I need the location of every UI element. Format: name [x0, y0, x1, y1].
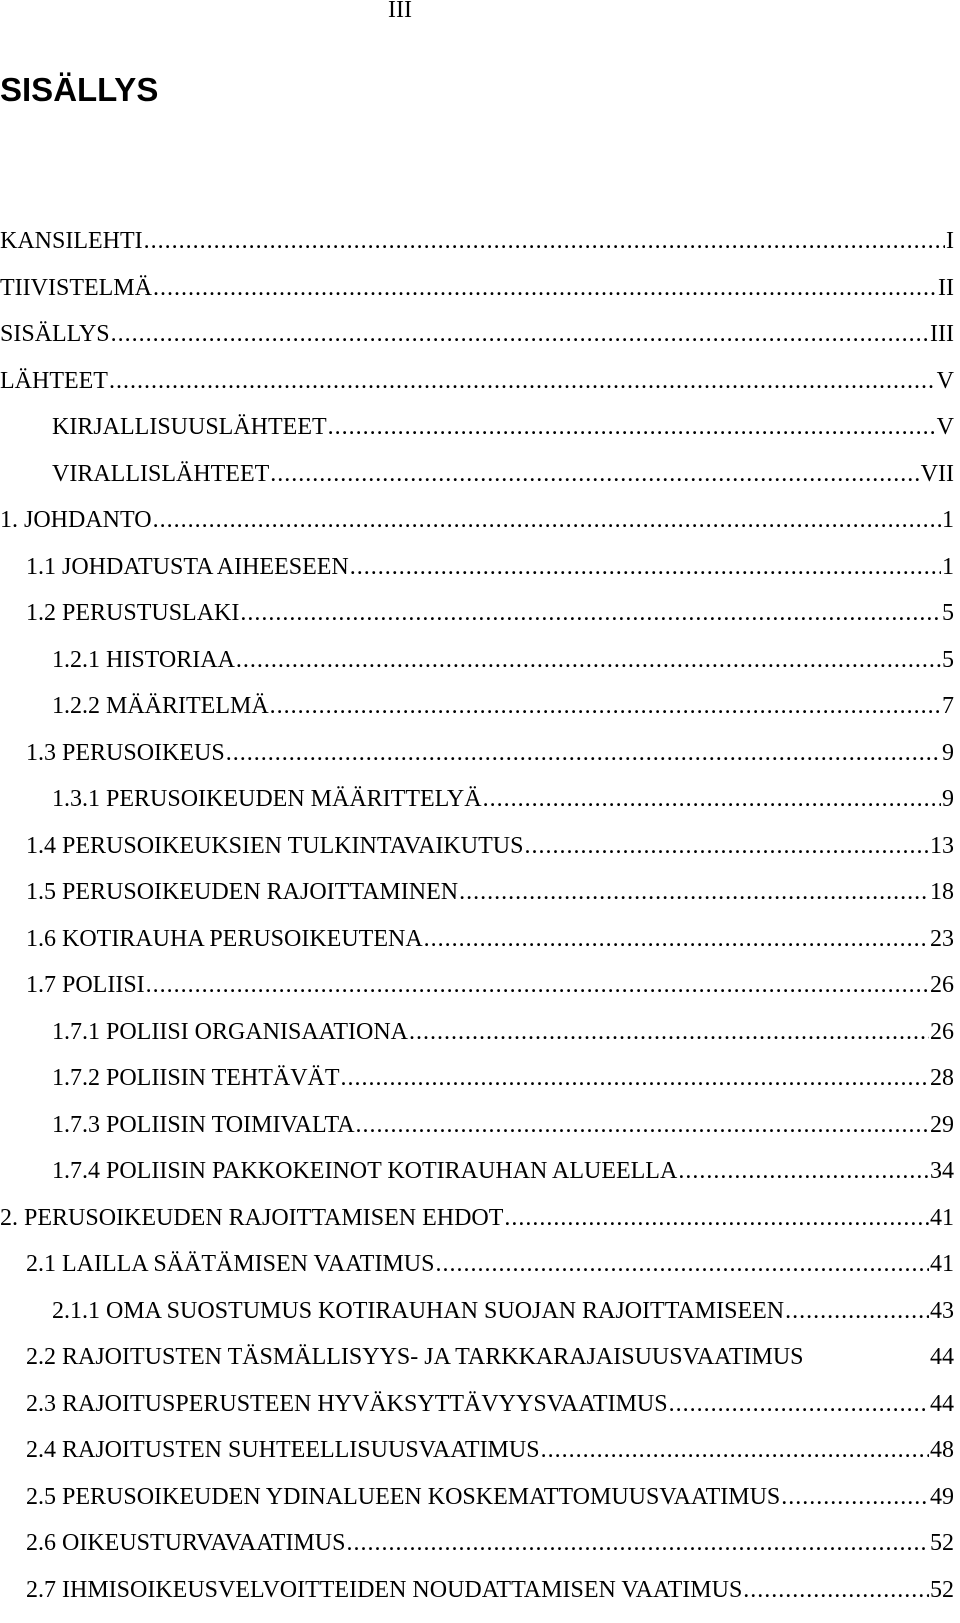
toc-entry-label: KIRJALLISUUSLÄHTEET — [52, 414, 327, 440]
toc-dot-leader — [146, 970, 929, 1000]
toc-entry-page: 13 — [930, 832, 954, 859]
toc-entry[interactable] — [0, 691, 954, 738]
toc-entry-page: V — [936, 367, 954, 394]
toc-entry-label: 2.1 LAILLA SÄÄTÄMISEN VAATIMUS — [26, 1251, 435, 1277]
toc-entry-page: 41 — [930, 1204, 954, 1231]
toc-entry[interactable] — [0, 412, 954, 459]
toc-entry-page: 41 — [930, 1251, 954, 1277]
toc-dot-leader — [153, 273, 937, 303]
toc-entry[interactable] — [0, 1017, 954, 1064]
table-of-contents — [0, 226, 954, 1621]
toc-entry[interactable] — [0, 1063, 954, 1110]
toc-dot-leader — [153, 505, 941, 535]
toc-entry[interactable] — [0, 1342, 954, 1389]
toc-entry-label: 1.3 PERUSOIKEUS — [26, 739, 225, 766]
toc-entry[interactable] — [0, 273, 954, 320]
toc-dot-leader — [483, 784, 941, 814]
toc-entry-label: 1.2.1 HISTORIAA — [52, 646, 235, 673]
toc-entry[interactable] — [0, 877, 954, 924]
toc-entry-label: 1.3.1 PERUSOIKEUDEN MÄÄRITTELYÄ — [52, 786, 482, 812]
toc-entry-page: VII — [920, 460, 954, 487]
toc-dot-leader — [785, 1296, 929, 1326]
toc-dot-leader — [236, 645, 941, 675]
toc-entry-label: 2.2 RAJOITUSTEN TÄSMÄLLISYYS- JA TARKKARAJAISUUSVAATIMUS — [26, 1344, 804, 1370]
toc-entry[interactable] — [0, 1249, 954, 1296]
toc-dot-leader — [409, 1017, 929, 1047]
toc-entry[interactable] — [0, 1389, 954, 1436]
toc-entry-label: 2.4 RAJOITUSTEN SUHTEELLISUUSVAATIMUS — [26, 1437, 540, 1463]
toc-entry[interactable] — [0, 505, 954, 552]
toc-dot-leader — [524, 831, 929, 861]
toc-entry-label: 2.1.1 OMA SUOSTUMUS KOTIRAUHAN SUOJAN RAJOITTAMISEEN — [52, 1297, 785, 1324]
toc-entry-label: TIIVISTELMÄ — [0, 274, 152, 301]
toc-entry-page: 18 — [930, 879, 954, 905]
toc-dot-leader — [346, 1528, 929, 1558]
toc-entry[interactable] — [0, 784, 954, 831]
toc-entry[interactable] — [0, 1575, 954, 1622]
toc-entry-page: 26 — [930, 1018, 954, 1045]
toc-entry-label: SISÄLLYS — [0, 321, 110, 347]
toc-entry[interactable] — [0, 1110, 954, 1157]
toc-entry[interactable] — [0, 459, 954, 506]
toc-entry[interactable] — [0, 1203, 954, 1250]
toc-entry-page: 7 — [942, 693, 954, 719]
toc-entry-label: 1.7.3 POLIISIN TOIMIVALTA — [52, 1111, 355, 1138]
toc-dot-leader — [341, 1063, 929, 1093]
toc-dot-leader — [226, 738, 941, 768]
toc-entry-page: I — [946, 228, 954, 254]
toc-entry-page: 44 — [930, 1344, 954, 1370]
toc-dot-leader — [781, 1482, 929, 1512]
toc-entry[interactable] — [0, 1482, 954, 1529]
toc-entry-page: II — [938, 274, 954, 301]
toc-entry-page: V — [936, 414, 954, 440]
toc-entry-label: 2.3 RAJOITUSPERUSTEEN HYVÄKSYTTÄVYYSVAATIMUS — [26, 1390, 668, 1417]
toc-dot-leader — [743, 1575, 929, 1605]
toc-entry-label: 1.5 PERUSOIKEUDEN RAJOITTAMINEN — [26, 879, 459, 905]
toc-entry-label: 1.2.2 MÄÄRITELMÄ — [52, 693, 269, 719]
toc-dot-leader — [678, 1156, 929, 1186]
toc-entry[interactable] — [0, 1435, 954, 1482]
toc-entry-label: 1.7.4 POLIISIN PAKKOKEINOT KOTIRAUHAN ALUEELLA — [52, 1158, 678, 1184]
toc-entry[interactable] — [0, 226, 954, 273]
toc-entry-page: 23 — [930, 925, 954, 952]
toc-entry[interactable] — [0, 1156, 954, 1203]
toc-entry[interactable] — [0, 319, 954, 366]
toc-entry-label: 1. JOHDANTO — [0, 507, 152, 533]
toc-entry-label: 1.7.2 POLIISIN TEHTÄVÄT — [52, 1065, 340, 1091]
toc-entry-label: 1.2 PERUSTUSLAKI — [26, 600, 240, 626]
toc-entry-label: 1.7 POLIISI — [26, 972, 145, 998]
toc-entry-label: 1.6 KOTIRAUHA PERUSOIKEUTENA — [26, 925, 423, 952]
page-number: III — [388, 0, 412, 23]
toc-dot-leader — [435, 1249, 929, 1279]
toc-entry-label: 1.1 JOHDATUSTA AIHEESEEN — [26, 553, 349, 580]
toc-entry-page: 34 — [930, 1158, 954, 1184]
toc-entry[interactable] — [0, 645, 954, 692]
toc-entry[interactable] — [0, 738, 954, 785]
toc-entry-page: 5 — [942, 600, 954, 626]
toc-entry-page: 44 — [930, 1390, 954, 1417]
toc-dot-leader — [504, 1203, 929, 1233]
toc-entry[interactable] — [0, 831, 954, 878]
toc-dot-leader — [328, 412, 936, 442]
toc-dot-leader — [424, 924, 929, 954]
toc-entry-page: 9 — [942, 739, 954, 766]
toc-entry-label: 2.5 PERUSOIKEUDEN YDINALUEEN KOSKEMATTOMUUSVAATIMUS — [26, 1483, 781, 1510]
toc-dot-leader — [111, 319, 929, 349]
toc-entry[interactable] — [0, 1528, 954, 1575]
toc-entry[interactable] — [0, 598, 954, 645]
toc-entry-page: 29 — [930, 1111, 954, 1138]
toc-dot-leader — [350, 552, 941, 582]
toc-entry-page: 26 — [930, 972, 954, 998]
toc-dot-leader — [270, 691, 941, 721]
toc-entry[interactable] — [0, 1296, 954, 1343]
toc-entry-label: 1.4 PERUSOIKEUKSIEN TULKINTAVAIKUTUS — [26, 832, 524, 859]
toc-dot-leader — [144, 226, 945, 256]
toc-entry-page: 28 — [930, 1065, 954, 1091]
toc-entry-page: 43 — [930, 1297, 954, 1324]
toc-dot-leader — [356, 1110, 929, 1140]
toc-entry[interactable] — [0, 552, 954, 599]
toc-entry-page: 52 — [930, 1576, 954, 1603]
toc-entry-label: 2.6 OIKEUSTURVAVAATIMUS — [26, 1530, 346, 1556]
toc-entry-label: 2.7 IHMISOIKEUSVELVOITTEIDEN NOUDATTAMISEN VAATIMUS — [26, 1576, 743, 1603]
toc-entry-label: LÄHTEET — [0, 367, 108, 394]
toc-entry-page: 49 — [930, 1483, 954, 1510]
toc-entry-label: 1.7.1 POLIISI ORGANISAATIONA — [52, 1018, 408, 1045]
toc-dot-leader — [541, 1435, 929, 1465]
toc-entry-page: III — [930, 321, 954, 347]
toc-entry[interactable] — [0, 924, 954, 971]
toc-entry-page: 48 — [930, 1437, 954, 1463]
toc-entry-page: 1 — [942, 553, 954, 580]
toc-entry-page: 52 — [930, 1530, 954, 1556]
toc-dot-leader — [669, 1389, 929, 1419]
toc-entry-page: 5 — [942, 646, 954, 673]
toc-entry-label: KANSILEHTI — [0, 228, 143, 254]
toc-entry-page: 9 — [942, 786, 954, 812]
toc-entry-label: VIRALLISLÄHTEET — [52, 460, 270, 487]
toc-entry[interactable] — [0, 366, 954, 413]
toc-entry-page: 1 — [942, 507, 954, 533]
toc-dot-leader — [109, 366, 936, 396]
toc-dot-leader — [240, 598, 941, 628]
toc-entry-label: 2. PERUSOIKEUDEN RAJOITTAMISEN EHDOT — [0, 1204, 504, 1231]
toc-dot-leader — [270, 459, 919, 489]
toc-entry[interactable] — [0, 970, 954, 1017]
toc-dot-leader — [459, 877, 929, 907]
page-title: SISÄLLYS — [0, 71, 159, 108]
